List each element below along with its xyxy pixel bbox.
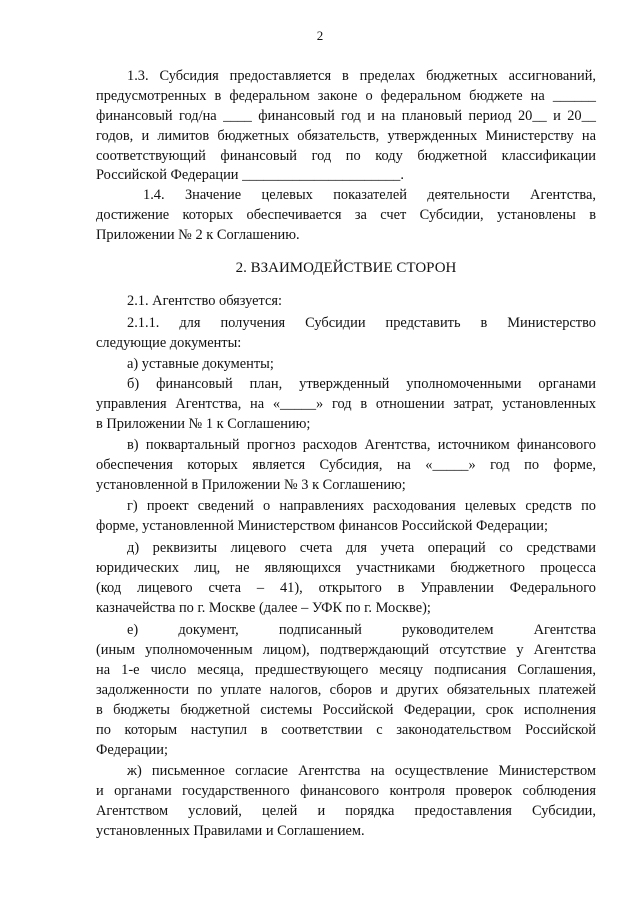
item-zh-line: Агентством условий, целей и порядка предоставления Субсидии, — [96, 803, 596, 819]
item-d-line: юридических лиц, не являющихся участниками бюджетного процесса — [96, 560, 596, 576]
item-e-line: е) документ, подписанный руководителем Агентства — [127, 622, 596, 638]
item-zh-line: установленных Правилами и Соглашением. — [96, 823, 365, 839]
item-b-line: управления Агентства, на «_____» год в отношении затрат, установленных — [96, 396, 596, 412]
paragraph-1-4-line: достижение которых обеспечивается за счет Субсидии, установлены в — [96, 207, 596, 223]
paragraph-1-4-line: Приложении № 2 к Соглашению. — [96, 227, 300, 243]
item-v-line: установленной в Приложении № 3 к Соглашению; — [96, 477, 406, 493]
item-d-line: д) реквизиты лицевого счета для учета операций со средствами — [127, 540, 596, 556]
item-b-line: в Приложении № 1 к Соглашению; — [96, 416, 311, 432]
item-zh-line: и органами государственного финансового контроля проверок соблюдения — [96, 783, 596, 799]
paragraph-1-3-line: соответствующий финансовый год по коду бюджетной классификации — [96, 148, 596, 164]
item-e-line: задолженности по уплате налогов, сборов и других обязательных платежей — [96, 682, 596, 698]
item-a-line: а) уставные документы; — [127, 356, 274, 372]
item-v-line: в) поквартальный прогноз расходов Агентства, источником финансового — [127, 437, 596, 453]
item-g-line: форме, установленной Министерством финансов Российской Федерации; — [96, 518, 549, 534]
item-e-line: по которым наступил в соответствии с законодательством Российской — [96, 722, 596, 738]
page-number: 2 — [316, 28, 324, 43]
paragraph-2-1-1-line: 2.1.1. для получения Субсидии представить в Министерство — [127, 315, 596, 331]
item-v-line: обеспечения которых является Субсидия, на «_____» год по форме, — [96, 457, 596, 473]
paragraph-1-3-line: Российской Федерации ______________________. — [96, 167, 404, 183]
item-e-line: в бюджеты бюджетной системы Российской Федерации, срок исполнения — [96, 702, 596, 718]
paragraph-1-3-line: годов, и лимитов бюджетных обязательств, утвержденных Министерству на — [96, 128, 596, 144]
item-g-line: г) проект сведений о направлениях расходования целевых средств по — [127, 498, 596, 514]
paragraph-2-1-line: 2.1. Агентство обязуется: — [127, 293, 283, 309]
item-e-line: на 1-е число месяца, предшествующего месяцу подписания Соглашения, — [96, 662, 596, 678]
item-d-line: (код лицевого счета – 41), открытого в Управлении Федерального — [96, 580, 596, 596]
item-zh-line: ж) письменное согласие Агентства на осуществление Министерством — [127, 763, 596, 779]
section-2-title: 2. ВЗАИМОДЕЙСТВИЕ СТОРОН — [235, 260, 457, 276]
paragraph-1-3-line: 1.3. Субсидия предоставляется в пределах бюджетных ассигнований, — [127, 68, 596, 84]
item-e-line: (иным уполномоченным лицом), подтверждающий отсутствие у Агентства — [96, 642, 596, 658]
paragraph-2-1-1-line: следующие документы: — [96, 335, 242, 351]
paragraph-1-3-line: предусмотренных в федеральном законе о федеральном бюджете на ______ — [96, 88, 596, 104]
paragraph-1-3-line: финансовый год/на ____ финансовый год и на плановый период 20__ и 20__ — [96, 108, 596, 124]
item-e-line: Федерации; — [96, 742, 168, 758]
item-b-line: б) финансовый план, утвержденный уполномоченными органами — [127, 376, 596, 392]
item-d-line: казначейства по г. Москве (далее – УФК по г. Москве); — [96, 600, 431, 616]
paragraph-1-4-line: 1.4. Значение целевых показателей деятельности Агентства, — [143, 187, 596, 203]
